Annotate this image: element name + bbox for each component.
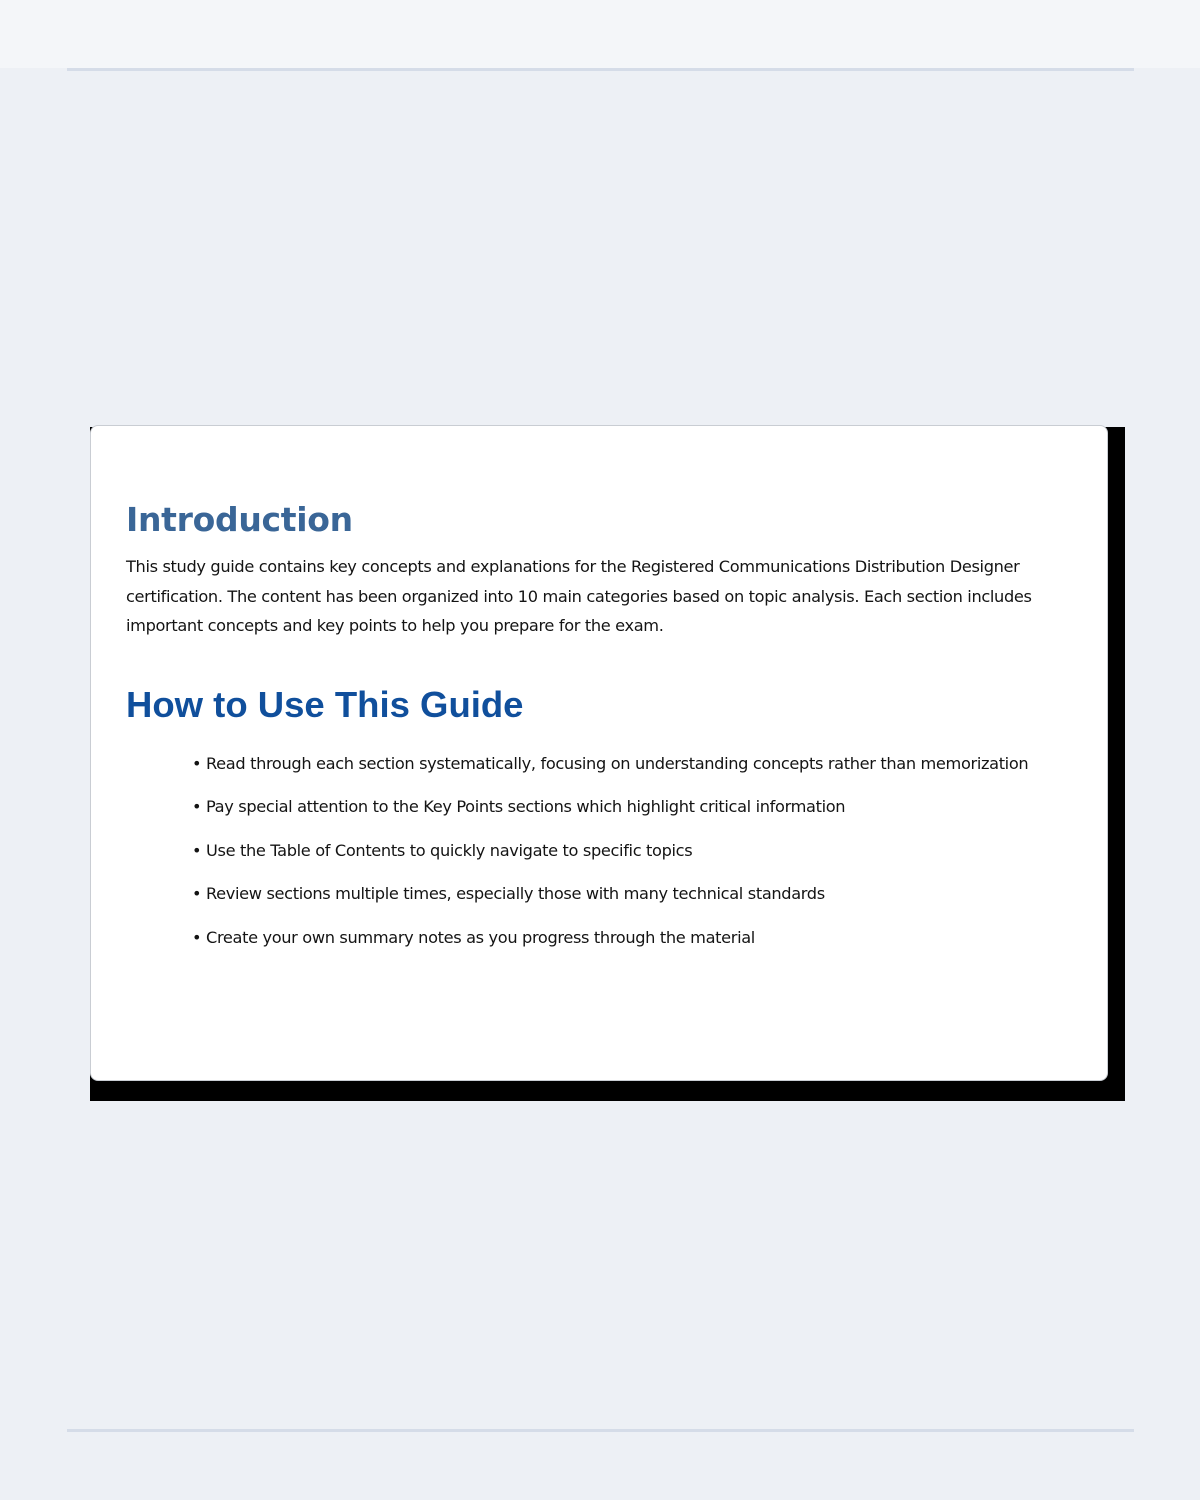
- list-item: [192, 839, 1086, 863]
- list-item: [192, 926, 1086, 950]
- how-to-use-heading: How to Use This Guide: [126, 683, 524, 725]
- how-to-use-list: [126, 752, 1086, 950]
- list-item-text: Read through each section systematically, focusing on understanding concepts rather than memorization: [206, 753, 1029, 773]
- introduction-heading: Introduction: [126, 500, 353, 539]
- bullet-icon: •: [192, 797, 202, 816]
- list-item-text: Pay special attention to the Key Points sections which highlight critical information: [206, 797, 846, 816]
- bottom-divider: [67, 1429, 1134, 1432]
- list-item-text: Use the Table of Contents to quickly navigate to specific topics: [206, 840, 693, 860]
- list-item: [192, 752, 1086, 776]
- list-item: [192, 795, 1086, 819]
- bullet-icon: •: [192, 840, 202, 860]
- bullet-icon: •: [192, 753, 202, 773]
- page-content: [126, 496, 1086, 969]
- top-bar: [0, 0, 1200, 68]
- bullet-icon: •: [192, 884, 202, 903]
- document-page: [90, 425, 1108, 1081]
- list-item-text: Create your own summary notes as you progress through the material: [206, 927, 755, 947]
- bullet-icon: •: [192, 927, 202, 947]
- introduction-paragraph: This study guide contains key concepts and explanations for the Registered Communications Distribution Designer certification. The content has been organized into 10 main categories based on topic analysis. Each section includes important concepts and key points to help you prepare for the exam.: [126, 557, 1032, 635]
- list-item-text: Review sections multiple times, especially those with many technical standards: [206, 884, 825, 903]
- top-divider: [67, 68, 1134, 71]
- list-item: [192, 882, 1086, 906]
